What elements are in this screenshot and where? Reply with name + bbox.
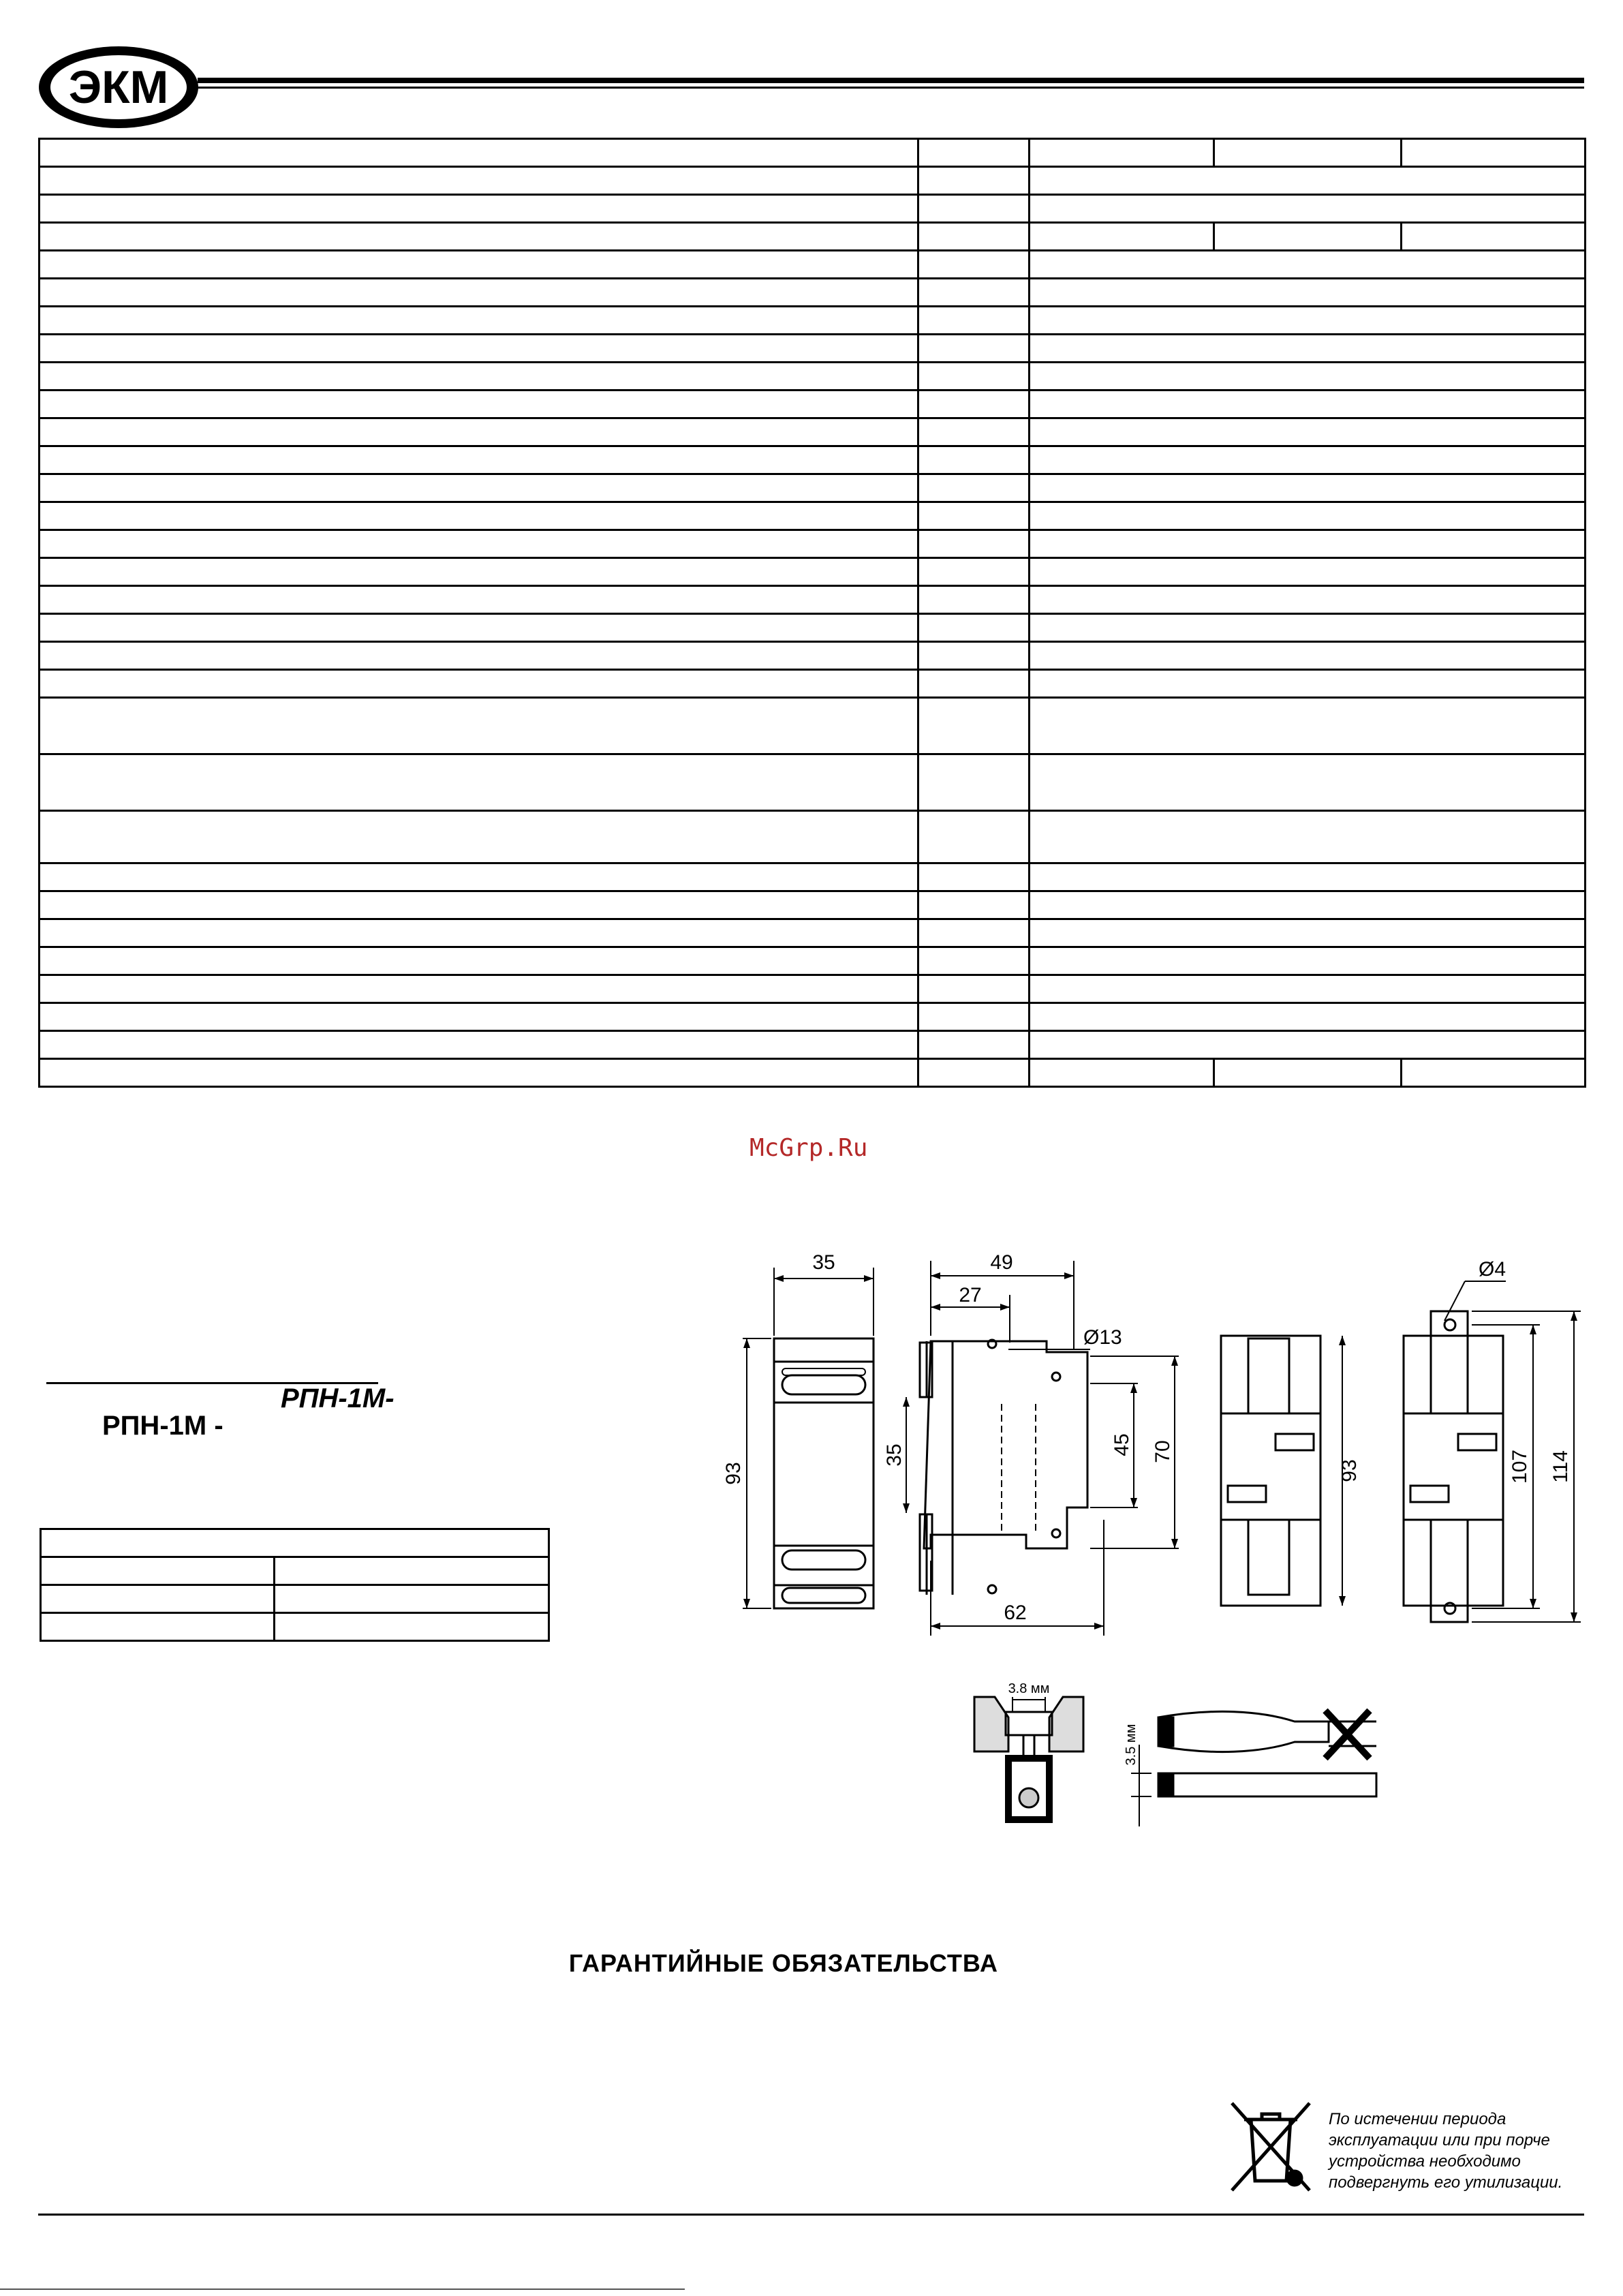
dim-side-offset: 27 [959, 1284, 982, 1306]
table-row [40, 975, 1586, 1003]
dim-side-depth: 49 [990, 1251, 1013, 1274]
back-view [1221, 1336, 1361, 1606]
dimension-drawing [722, 1240, 1588, 1854]
table-row [40, 670, 1586, 698]
table-row [40, 586, 1586, 614]
disposal-line-3: устройства необходимо [1329, 2152, 1521, 2171]
table-row [40, 474, 1586, 502]
dim-rail-height: 35 [883, 1443, 906, 1467]
disposal-line-1: По истечении периода [1329, 2110, 1506, 2128]
table-row [40, 530, 1586, 558]
mount-view [1404, 1258, 1581, 1622]
table-row [40, 1059, 1586, 1087]
table-row [40, 642, 1586, 670]
header-rule [198, 78, 1584, 90]
table-row [40, 558, 1586, 586]
crossed-bin-icon [1226, 2099, 1315, 2194]
dim-mount-inner: 107 [1509, 1449, 1531, 1484]
dim-front-height: 93 [722, 1462, 745, 1485]
screwdriver-detail [1124, 1711, 1376, 1826]
table-row [40, 614, 1586, 642]
table-row [40, 947, 1586, 975]
table-row [40, 863, 1586, 891]
order-table [40, 1528, 550, 1642]
dim-hole-diameter: Ø13 [1083, 1326, 1122, 1349]
table-row [40, 391, 1586, 418]
table-row [40, 1031, 1586, 1059]
model-designation-italic: РПН-1М- [281, 1383, 395, 1413]
table-row [40, 1003, 1586, 1031]
dim-base-depth: 62 [1004, 1602, 1027, 1624]
table-row [40, 754, 1586, 811]
ekm-logo [35, 45, 202, 140]
table-row [40, 279, 1586, 307]
dim-total-height: 70 [1151, 1440, 1174, 1463]
dim-mid-height: 45 [1111, 1433, 1133, 1456]
warranty-heading: ГАРАНТИЙНЫЕ ОБЯЗАТЕЛЬСТВА [568, 1949, 999, 1977]
table-row [40, 335, 1586, 363]
dim-back-height: 93 [1338, 1459, 1361, 1482]
screwdriver-blade-width: 3.5 мм [1124, 1724, 1139, 1766]
table-row [40, 251, 1586, 279]
front-view [722, 1251, 874, 1608]
bottom-rule-secondary [0, 2289, 685, 2290]
terminal-detail [974, 1681, 1083, 1820]
table-row [40, 223, 1586, 251]
dim-mount-hole: Ø4 [1479, 1258, 1506, 1281]
table-row [41, 1585, 549, 1613]
table-row [40, 139, 1586, 167]
spec-table [38, 138, 1586, 1088]
table-row [41, 1557, 549, 1585]
table-row [41, 1613, 549, 1641]
table-row [40, 307, 1586, 335]
bottom-rule [38, 2214, 1584, 2216]
table-row [40, 363, 1586, 391]
table-row [40, 446, 1586, 474]
table-row [40, 891, 1586, 919]
disposal-note [1329, 2109, 1562, 2193]
table-row [41, 1529, 549, 1557]
table-row [40, 698, 1586, 754]
table-row [40, 502, 1586, 530]
watermark: McGrp.Ru [749, 1134, 868, 1162]
table-row [40, 811, 1586, 863]
table-row [40, 919, 1586, 947]
dim-front-width: 35 [812, 1251, 835, 1274]
table-row [40, 167, 1586, 195]
screwdriver-slot-width: 3.8 мм [1008, 1681, 1050, 1696]
disposal-line-2: эксплуатации или при порче [1329, 2131, 1550, 2149]
disposal-line-4: подвергнуть его утилизации. [1329, 2173, 1563, 2192]
table-row [40, 418, 1586, 446]
model-designation: РПН-1М - [102, 1411, 223, 1441]
dim-mount-outer: 114 [1549, 1450, 1572, 1483]
side-view [883, 1251, 1179, 1636]
logo-text: ЭКМ [68, 61, 169, 113]
table-row [40, 195, 1586, 223]
